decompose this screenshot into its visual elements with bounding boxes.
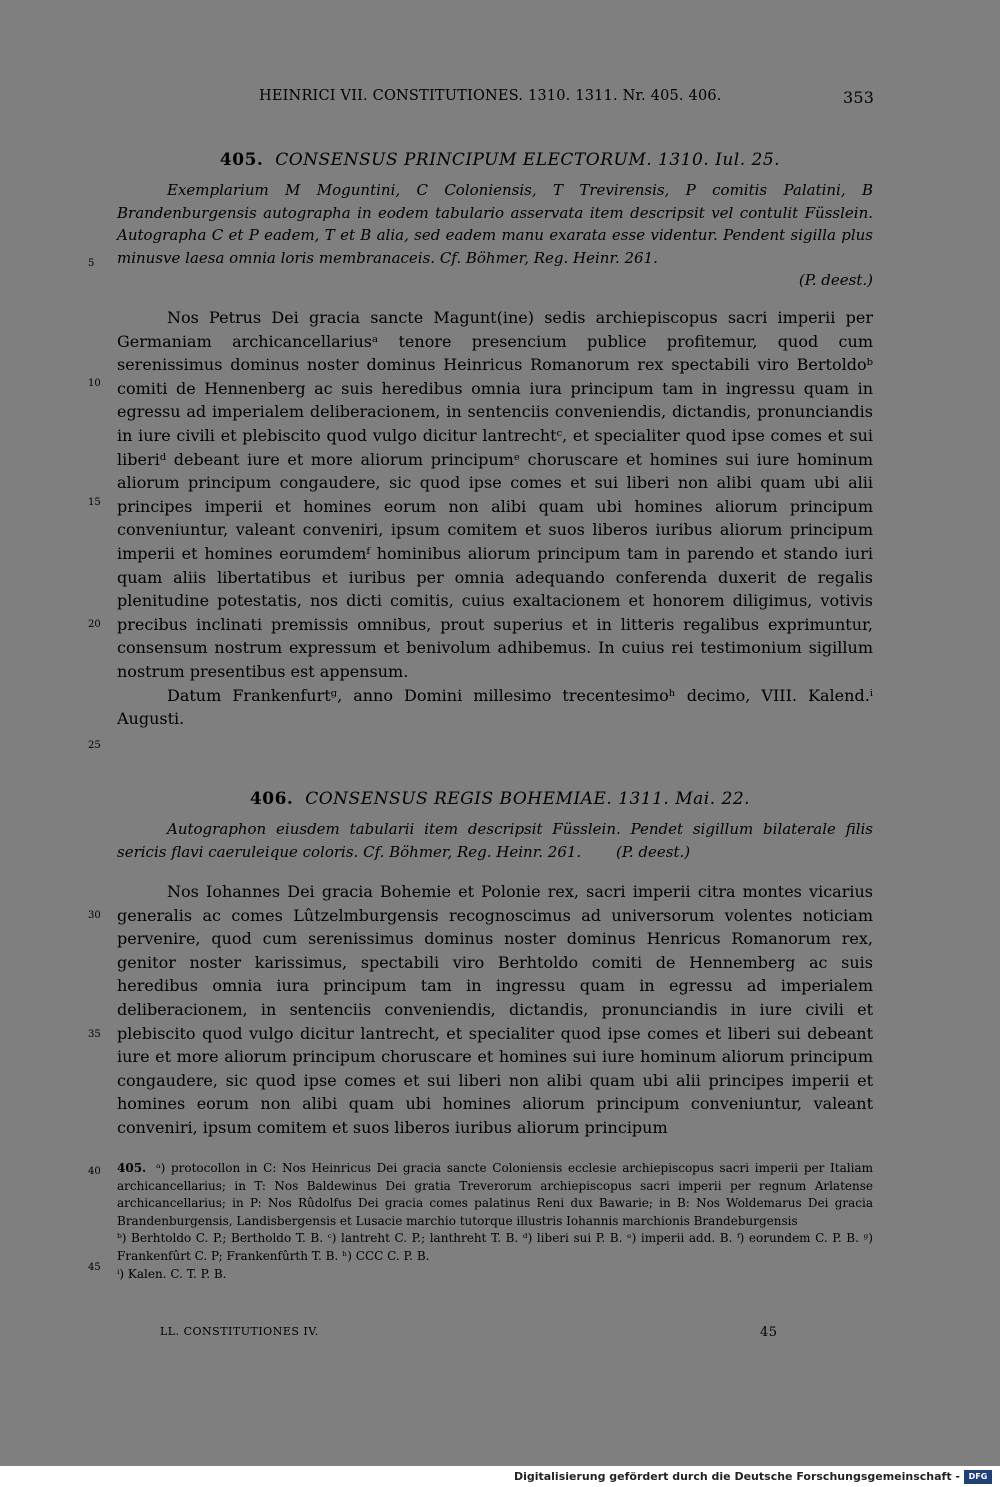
doc-405-intro-note: (P. deest.) [798, 271, 873, 289]
line-number-5: 5 [88, 258, 95, 269]
doc-406-text [117, 880, 873, 1140]
line-number-20: 20 [88, 619, 101, 630]
line-number-40: 40 [88, 1166, 101, 1177]
doc-405-dating: Datum Frankenfurtᵍ, anno Domini millesimo trecentesimoʰ decimo, VIII. Kalend.ⁱ Augusti. [117, 685, 873, 729]
line-number-35: 35 [88, 1029, 101, 1040]
footnotes [117, 1160, 873, 1283]
line-number-25: 25 [88, 740, 101, 751]
line-number-30: 30 [88, 910, 101, 921]
line-number-10: 10 [88, 378, 101, 389]
footnote-block-2: ᵇ) Berhtoldo C. P.; Bertholdo T. B. ᶜ) lantreht C. P.; lanthreht T. B. ᵈ) liberi sui P. B. ᵉ) imperii add. B. ᶠ) eorundem C. P. B. ᵍ) Frankenfûrt C. P; Frankenfûrth T. B. ʰ) CCC C. P. B. [117, 1231, 873, 1263]
page-number: 353 [843, 88, 875, 107]
doc-405-text [117, 306, 873, 731]
doc-405-number: 405. [219, 150, 264, 170]
doc-405-intro-text: Exemplarium M Moguntini, C Coloniensis, T Trevirensis, P comitis Palatini, B Brandenburgensis autographa in eodem tabulario asservata item descripsit vel contulit Füsslein. Autographa C et P eadem, T et B alia, sed eadem manu exarata esse videntur. Pendent sigilla plus minusve laesa omnia loris membranaceis. Cf. Böhmer, Reg. Heinr. 261. [117, 181, 873, 267]
dfg-logo: DFG [964, 1470, 992, 1484]
footnote-block-1 [117, 1160, 873, 1230]
credit-bar [0, 1468, 1000, 1487]
running-head-title: HEINRICI VII. CONSTITUTIONES. 1310. 1311. Nr. 405. 406. [259, 88, 722, 104]
funding-credit: Digitalisierung gefördert durch die Deutsche Forschungsgemeinschaft - [513, 1470, 960, 1483]
doc-405-body: Nos Petrus Dei gracia sancte Magunt(ine) sedis archiepiscopus sacri imperii per Germaniam archicancellariusᵃ tenore presencium publice profitemur, quod cum serenissimus dominus noster dominus Heinricus Romanorum rex spectabili viro Bertoldoᵇ comiti de Hennenberg ac suis heredibus omnia iura principum tam in ingressu quam in egressu ad imperialem deliberacionem, in sentenciis conveniendis, dictandis, pronunciandis in iure civili et plebiscito quod vulgo dicitur lantrechtᶜ, et specialiter quod ipse comes et sui liberiᵈ debeant iure et more aliorum principumᵉ choruscare et homines sui iure hominum aliorum principum congaudere, sic quod ipse comes et sui liberi non alibi quam ubi alii principes imperii et homines eorum non alibi quam ubi homines aliorum principum conveniuntur, valeant conveniri, ipsum comitem et suos liberos iuribus aliorum principum imperii et homines eorumdemᶠ hominibus aliorum principum tam in parendo et stando iuri quam aliis libertatibus et iuribus per omnia adequando conferenda duxerit de regalis plenitudine potestatis, nos dicti comitis, cuius exaltacionem et honorem diligimus, votivis precibus inclinati premissis omnibus, prout superius et in litteris regalibus exprimuntur, consensum nostrum expressum et benivolum adhibemus. In cuius rei testimonium sigillum nostrum presentibus est appensum. [117, 308, 873, 681]
line-number-15: 15 [88, 497, 101, 508]
doc-406-number: 406. [249, 789, 294, 809]
doc-406-heading [0, 789, 1000, 809]
doc-406-body: Nos Iohannes Dei gracia Bohemie et Polonie rex, sacri imperii citra montes vicarius generalis ac comes Lûtzelmburgensis recognoscimus ad universorum volentes noticiam pervenire, quod cum serenissimus dominus noster dominus Henricus Romanorum rex, genitor noster karissimus, spectabili viro Berhtoldo comiti de Hennemberg ac suis heredibus omnia iura principum tam in ingressu quam in egressu ad imperialem deliberacionem, in sentenciis conveniendis, dictandis, pronunciandis in iure civili et plebiscito quod vulgo dicitur lantrecht, et specialiter quod ipse comes et liberi sui debeant iure et more aliorum principum choruscare et homines sui iure hominum aliorum principum congaudere, sic quod ipse comes et sui liberi non alibi quam ubi alii principes imperii et homines eorum non alibi quam ubi homines aliorum principum conveniuntur, valeant conveniri, ipsum comitem et suos liberos iuribus aliorum principum [117, 882, 873, 1137]
line-number-45: 45 [88, 1262, 101, 1273]
signature-mark: LL. CONSTITUTIONES IV. [160, 1325, 319, 1338]
doc-406-intro-text: Autographon eiusdem tabularii item descripsit Füsslein. Pendet sigillum bilaterale filis sericis flavi caeruleique coloris. Cf. Böhmer, Reg. Heinr. 261. [117, 820, 873, 861]
running-head [0, 88, 1000, 110]
doc-406-intro [117, 818, 873, 863]
sheet-number: 45 [760, 1325, 778, 1340]
footnote-doc-number: 405. [117, 1161, 147, 1175]
doc-405-intro [117, 179, 873, 292]
doc-406-title: CONSENSUS REGIS BOHEMIAE. 1311. Mai. 22. [305, 789, 751, 809]
doc-405-heading [0, 150, 1000, 170]
doc-406-intro-note: (P. deest.) [615, 842, 691, 861]
footnote-a: ᵃ) protocollon in C: Nos Heinricus Dei gracia sancte Coloniensis ecclesie archiepiscopus sacri imperii per Italiam archicancellarius; in T: Nos Baldewinus Dei gratia Treverorum archiepiscopus sacri imperii per regnum Arlatense archicancellarius; in P: Nos Rûdolfus Dei gracia comes palatinus Reni dux Bawarie; in B: Nos Woldemarus Dei gracia Brandenburgensis, Landisbergensis et Lusacie marchio tutorque illustris Iohannis marchionis Brandeburgensis [117, 1161, 873, 1228]
footnote-block-3: ⁱ) Kalen. C. T. P. B. [117, 1266, 227, 1281]
doc-405-title: CONSENSUS PRINCIPUM ELECTORUM. 1310. Iul. 25. [275, 150, 781, 170]
